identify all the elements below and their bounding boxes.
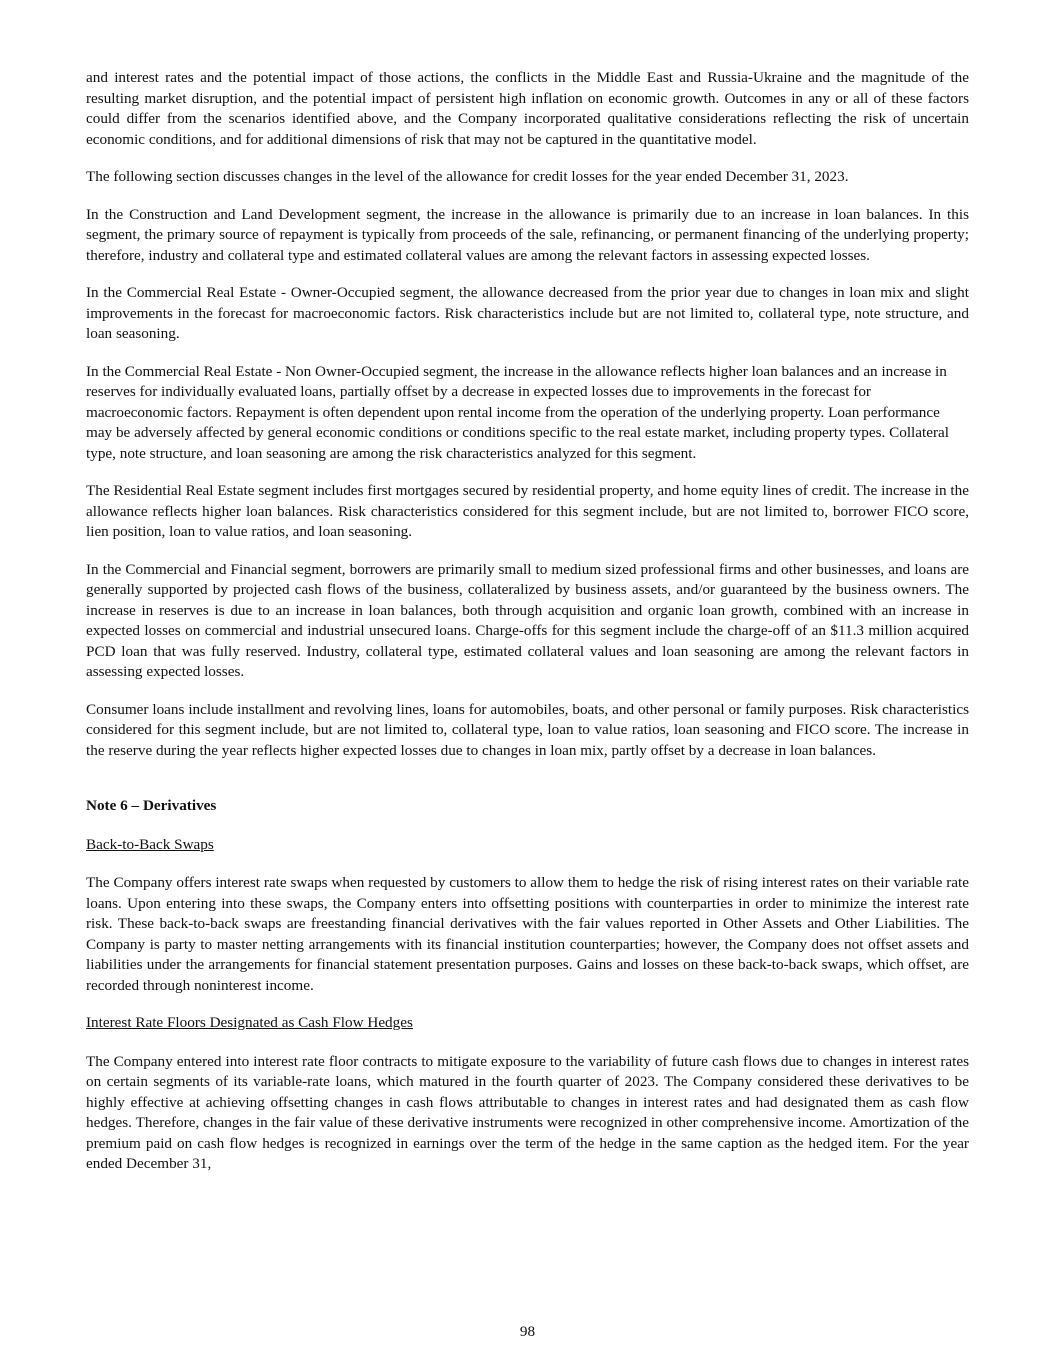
section-title-interest-rate-floors: Interest Rate Floors Designated as Cash Flow Hedges	[86, 1014, 413, 1031]
paragraph-allowance-intro: The following section discusses changes in the level of the allowance for credit losses for the year ended December 31, 2023.	[86, 168, 849, 185]
paragraph-commercial-financial: In the Commercial and Financial segment, borrowers are primarily small to medium sized professional firms and other businesses, and loans are generally supported by projected cash flows of the business, collateralized by business assets, and/or guaranteed by the business owners. The increase in reserves is due to an increase in loan balances, both through acquisition and organic loan growth, combined with an increase in expected losses on commercial and industrial unsecured loans. Charge-offs for this segment include the charge-off of an $11.3 million acquired PCD loan that was fully reserved. Industry, collateral type, estimated collateral values and loan seasoning are among the relevant factors in assessing expected losses.	[86, 560, 969, 680]
page-number: 98	[519, 1323, 536, 1340]
paragraph-consumer-loans: Consumer loans include installment and revolving lines, loans for automobiles, boats, and other personal or family purposes. Risk characteristics considered for this segment include, but are not limited to, collateral type, loan to value ratios, loan seasoning and FICO score. The increase in the reserve during the year reflects higher expected losses due to changes in loan mix, partly offset by a decrease in loan balances.	[86, 700, 969, 759]
paragraph-construction-segment: In the Construction and Land Development segment, the increase in the allowance is primarily due to an increase in loan balances. In this segment, the primary source of repayment is typically from proceeds of the sale, refinancing, or permanent financing of the underlying property; therefore, industry and collateral type and estimated collateral values are among the relevant factors in assessing expected losses.	[86, 205, 969, 264]
note-heading: Note 6 – Derivatives	[86, 797, 217, 814]
paragraph-residential-segment: The Residential Real Estate segment includes first mortgages secured by residential property, and home equity lines of credit. The increase in the allowance reflects higher loan balances. Risk characteristics considered for this segment include, but are not limited to, borrower FICO score, lien position, loan to value ratios, and loan seasoning.	[86, 482, 969, 540]
document-page	[86, 68, 969, 1175]
paragraph-back-to-back-swaps: The Company offers interest rate swaps when requested by customers to allow them to hedge the risk of rising interest rates on their variable rate loans. Upon entering into these swaps, the Company enters into offsetting positions with counterparties in order to minimize the interest rate risk. These back-to-back swaps are freestanding financial derivatives with the fair values reported in Other Assets and Other Liabilities. The Company is party to master netting arrangements with its financial institution counterparties; however, the Company does not offset assets and liabilities under the arrangements for financial statement presentation purposes. Gains and losses on these back-to-back swaps, which offset, are recorded through noninterest income.	[86, 874, 969, 994]
paragraph-cre-non-owner-occupied: In the Commercial Real Estate - Non Owner-Occupied segment, the increase in the allowance reflects higher loan balances and an increase in reserves for individually evaluated loans, partially offset by a decrease in expected losses due to improvements in the forecast for macroeconomic factors. Repayment is often dependent upon rental income from the operation of the underlying property. Loan performance may be adversely affected by general economic conditions or conditions specific to the real estate market, including property types. Collateral type, note structure, and loan seasoning are among the risk characteristics analyzed for this segment.	[86, 362, 949, 462]
paragraph-cre-owner-occupied: In the Commercial Real Estate - Owner-Occupied segment, the allowance decreased from the prior year due to changes in loan mix and slight improvements in the forecast for macroeconomic factors. Risk characteristics include but are not limited to, collateral type, note structure, and loan seasoning.	[86, 284, 969, 342]
paragraph-interest-rate-floors: The Company entered into interest rate floor contracts to mitigate exposure to the variability of future cash flows due to changes in interest rates on certain segments of its variable-rate loans, which matured in the fourth quarter of 2023. The Company considered these derivatives to be highly effective at achieving offsetting changes in cash flows attributable to changes in interest rates and had designated them as cash flow hedges. Therefore, changes in the fair value of these derivative instruments were recognized in other comprehensive income. Amortization of the premium paid on cash flow hedges is recognized in earnings over the term of the hedge in the same caption as the hedged item. For the year ended December 31,	[86, 1052, 969, 1172]
section-title-back-to-back-swaps: Back-to-Back Swaps	[86, 835, 214, 853]
paragraph-economic-factors: and interest rates and the potential impact of those actions, the conflicts in the Middle East and Russia-Ukraine and the magnitude of the resulting market disruption, and the potential impact of persistent high inflation on economic growth. Outcomes in any or all of these factors could differ from the scenarios identified above, and the Company incorporated qualitative considerations reflecting the risk of uncertain economic conditions, and for additional dimensions of risk that may not be captured in the quantitative model.	[86, 69, 969, 148]
